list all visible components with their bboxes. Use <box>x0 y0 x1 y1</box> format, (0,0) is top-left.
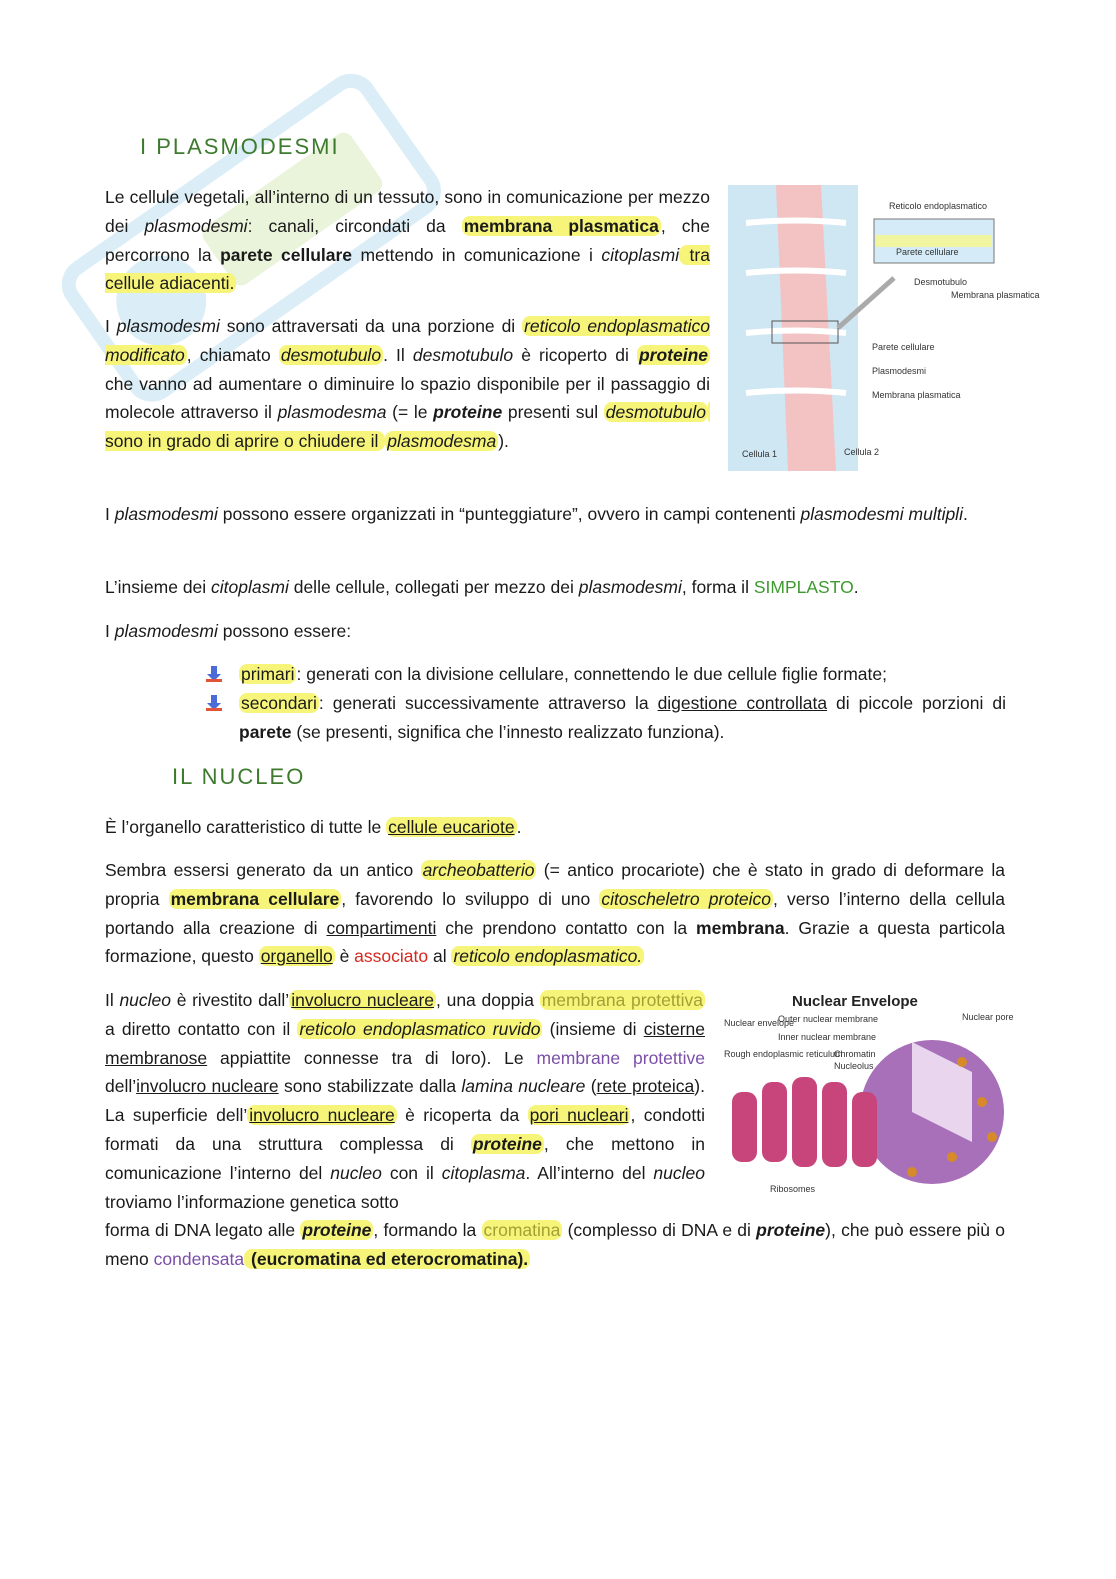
label-outer-membrane: Outer nuclear membrane <box>778 1014 879 1024</box>
section-title-plasmodesmi: I PLASMODESMI <box>140 134 340 159</box>
list-item: primari : generati con la divisione cellulare, connettendo le due cellule figlie formate; <box>206 660 1006 689</box>
paragraph-intro: Le cellule vegetali, all’interno di un tessuto, sono in comunicazione per mezzo dei plasmodesmi: canali, circondati da membrana plasmatica , che percorrono la parete cellulare mettendo in comunicazione i citoplasmi tra cellule adiacenti. <box>105 187 710 294</box>
list-item: secondari : generati successivamente attraverso la digestione controllata di piccole porzioni di parete (se presenti, significa che l’innesto realizzato funziona). <box>206 689 1006 747</box>
paragraph-cromatina: forma di DNA legato alle proteine , formando la cromatina (complesso di DNA e di proteine), che può essere più o meno condensata (eucromatina ed eterocromatina). <box>105 1220 1005 1269</box>
label-parete-inset: Parete cellulare <box>896 247 959 257</box>
nuclear-envelope-diagram <box>722 982 1014 1197</box>
label-inner-membrane: Inner nuclear membrane <box>778 1032 877 1042</box>
paragraph-organello: È l’organello caratteristico di tutte le cellule eucariote . <box>105 817 522 837</box>
label-chromatin: Chromatin <box>834 1049 876 1059</box>
paragraph-involucro: Il nucleo è rivestito dall’ involucro nucleare , una doppia membrana protettiva a diretto contatto con il reticolo endoplasmatico ruvido (insieme di cisterne membranose appiattite connesse tra di loro). Le membrane protettive dell’involucro nucleare sono stabilizzate dalla lamina nucleare (rete proteica). La superficie dell’ involucro nucleare è ricoperta da pori nucleari , condotti formati da una struttura complessa di proteine , che mettono in comunicazione l’interno del nucleo con il citoplasma. All’interno del nucleo troviamo l’informazione genetica sotto <box>105 990 706 1212</box>
label-rough-er: Rough endoplasmic reticulum <box>724 1049 843 1059</box>
paragraph-simplasto: L’insieme dei citoplasmi delle cellule, collegati per mezzo dei plasmodesmi, forma il SIMPLASTO. <box>105 577 859 597</box>
label-desmotubulo: Desmotubulo <box>914 277 968 287</box>
paragraph-origine: Sembra essersi generato da un antico archeobatterio (= antico procariote) che è stato in grado di deformare la propria membrana cellulare , favorendo lo sviluppo di uno citoscheletro proteico , verso l’interno della cellula portando alla creazione di compartimenti che prendono contatto con la membrana. Grazie a questa particola formazione, questo organello è associato al reticolo endoplasmatico. <box>105 860 1006 967</box>
label-nuclear-envelope: Nuclear envelope <box>724 1018 795 1028</box>
label-cellula-2: Cellula 2 <box>844 447 880 457</box>
plasmodesmi-diagram <box>726 183 1040 473</box>
label-plasmodesmi: Plasmodesmi <box>872 366 927 376</box>
paragraph-punteggiature: I plasmodesmi possono essere organizzati in “punteggiature”, ovvero in campi contenenti plasmodesmi multipli. <box>105 504 968 524</box>
arrow-down-bullet-icon <box>206 695 222 711</box>
label-parete: Parete cellulare <box>872 342 935 352</box>
arrow-down-bullet-icon <box>206 666 222 682</box>
plasmodesmi-types-list <box>206 660 1006 746</box>
paragraph-possono: I plasmodesmi possono essere: <box>105 621 352 641</box>
label-reticolo: Reticolo endoplasmatico <box>889 201 988 211</box>
label-ribosomes: Ribosomes <box>770 1184 816 1194</box>
label-nuclear-pore: Nuclear pore <box>962 1012 1014 1022</box>
label-nucleolus: Nucleolus <box>834 1061 874 1071</box>
figure-title: Nuclear Envelope <box>792 993 918 1010</box>
label-membrana-inset: Membrana plasmatica <box>951 290 1040 300</box>
section-title-nucleo: IL NUCLEO <box>172 764 306 789</box>
label-cellula-1: Cellula 1 <box>742 449 778 459</box>
label-membrana: Membrana plasmatica <box>872 390 961 400</box>
paragraph-desmotubulo: I plasmodesmi sono attraversati da una porzione di reticolo endoplasmatico modificato , chiamato desmotubulo . Il desmotubulo è ricoperto di proteine che vanno ad aumentare o diminuire lo spazio disponibile per il passaggio di molecole attraverso il plasmodesma (= le proteine presenti sul desmotubulo sono in grado di aprire o chiudere il plasmodesma ). <box>105 316 710 452</box>
